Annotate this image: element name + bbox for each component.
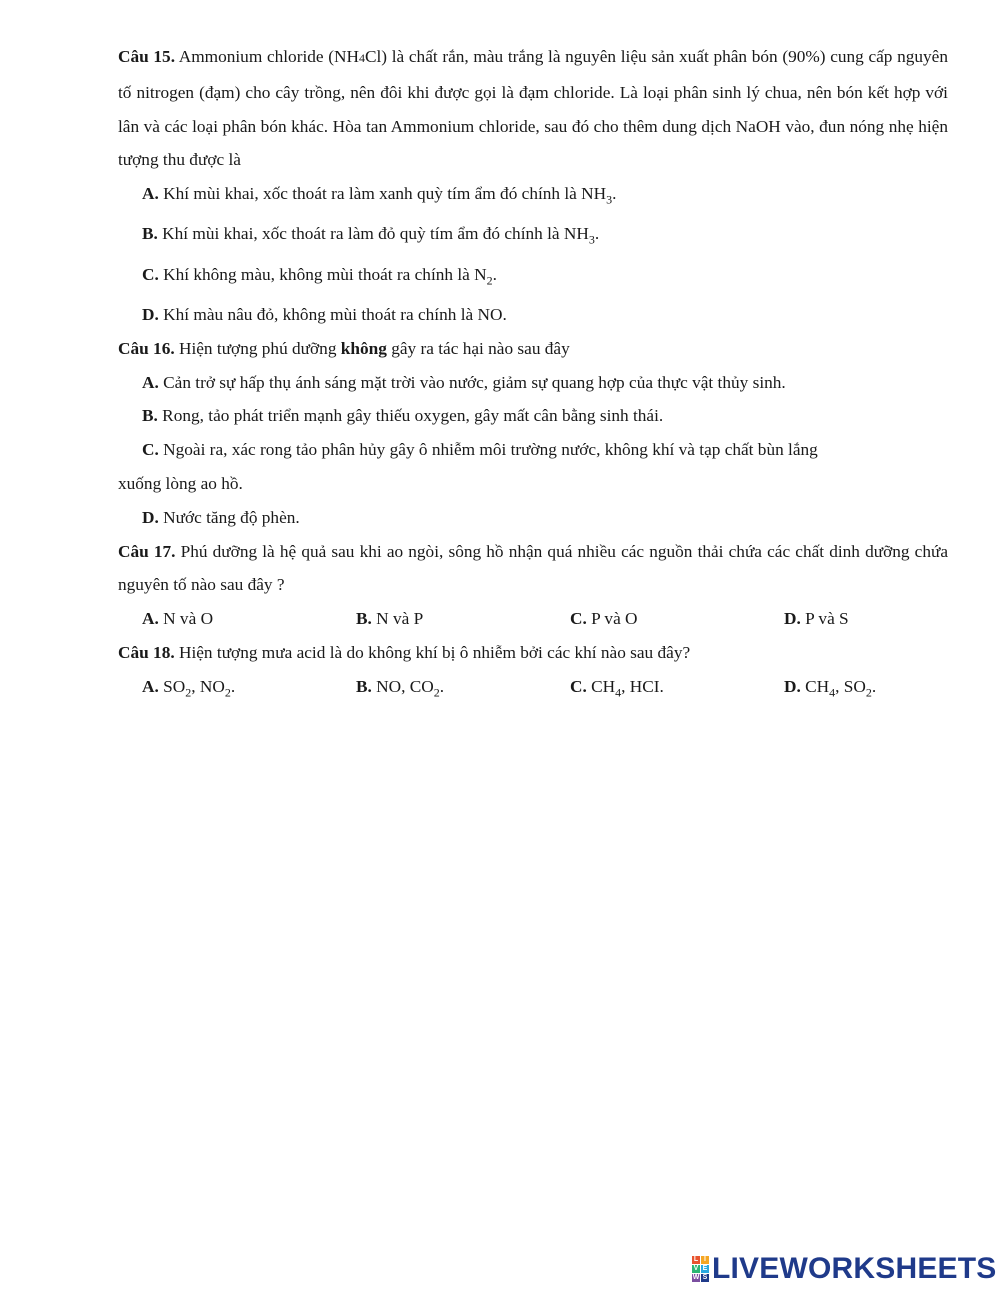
options-row	[118, 602, 948, 636]
option-a[interactable]	[142, 670, 356, 710]
logo-mark-tile: V	[693, 1265, 699, 1272]
option-c[interactable]	[118, 258, 948, 298]
question-text: Hiện tượng mưa acid là do không khí bị ô nhiễm bởi các khí nào sau đây?	[174, 642, 691, 662]
option-text: Khí không màu, không mùi thoát ra chính là N	[158, 264, 487, 284]
option-c[interactable]	[570, 670, 784, 710]
option-line	[118, 433, 948, 467]
option-d[interactable]	[118, 501, 948, 535]
option-text: CH	[586, 676, 616, 696]
option-text: , HCI.	[621, 676, 664, 696]
question-number: Câu 17.	[118, 541, 176, 561]
option-text: N và P	[371, 609, 424, 629]
option-b[interactable]	[118, 399, 948, 433]
subscript: 4	[615, 685, 622, 700]
question-number: Câu 18.	[118, 642, 175, 662]
logo-mark-tile: I	[701, 1256, 709, 1264]
question-number: Câu 15.	[118, 47, 176, 66]
logo-mark-tile: W	[692, 1274, 700, 1281]
option-text: P và S	[800, 609, 849, 629]
option-c[interactable]	[118, 433, 948, 501]
logo-mark-icon	[692, 1256, 709, 1282]
option-text: .	[871, 676, 877, 696]
option-key: D.	[784, 676, 801, 696]
option-key: B.	[142, 406, 158, 426]
question-text: gây ra tác hại nào sau đây	[386, 338, 570, 358]
question-number: Câu 16.	[118, 338, 175, 358]
option-key: D.	[142, 507, 159, 527]
question-text: Cl) là chất rắn, màu trắng là nguyên liệu sản xuất phân bón (90%) cung cấp nguyên tố nitrogen (đạm) cho cây trồng, nên đôi khi được gọi là đạm chloride. Là loại phân sinh lý chua, nên bón kết hợp với lân và các loại phân bón khác. Hòa tan Ammonium chloride, sau đó cho thêm dung dịch NaOH vào, đun nóng nhẹ hiện tượng thu được là	[118, 47, 948, 170]
logo-mark-tile: S	[702, 1274, 708, 1281]
question-text: Hiện tượng phú dưỡng	[174, 338, 341, 358]
option-text: CH	[800, 676, 830, 696]
option-text: , SO	[835, 676, 866, 696]
option-c[interactable]	[570, 602, 784, 636]
subscript: 4	[829, 685, 836, 700]
option-text: , NO	[191, 676, 225, 696]
option-b[interactable]	[356, 670, 570, 710]
options-row	[118, 670, 948, 710]
logo-mark-tile: E	[702, 1265, 708, 1272]
option-text-continued: xuống lòng ao hồ.	[118, 473, 243, 493]
option-key: C.	[570, 676, 587, 696]
logo-mark-tile: L	[693, 1256, 699, 1263]
subscript: 3	[606, 192, 613, 207]
option-key: A.	[142, 609, 159, 629]
option-text: NO, CO	[371, 676, 434, 696]
subscript: 2	[865, 685, 872, 700]
option-a[interactable]	[118, 366, 948, 400]
logo-text: LIVEWORKSHEETS	[712, 1252, 997, 1285]
option-text: .	[439, 676, 445, 696]
option-key: D.	[142, 304, 159, 324]
option-text-end: .	[612, 184, 617, 204]
option-text: Cản trở sự hấp thụ ánh sáng mặt trời vào nước, giảm sự quang hợp của thực vật thủy sinh.	[158, 372, 786, 392]
subscript: 4	[358, 51, 365, 65]
question-17	[118, 535, 948, 603]
option-key: C.	[570, 609, 587, 629]
option-text: Ngoài ra, xác rong tảo phân hủy gây ô nhiễm môi trường nước, không khí và tạp chất bùn lắng	[158, 440, 818, 460]
option-a[interactable]	[118, 177, 948, 217]
option-b[interactable]	[356, 602, 570, 636]
option-text: P và O	[586, 609, 638, 629]
subscript: 2	[433, 685, 440, 700]
question-15	[118, 40, 948, 177]
question-text: Ammonium chloride (NH	[175, 47, 359, 66]
subscript: 2	[185, 685, 192, 700]
option-text: SO	[158, 676, 186, 696]
option-text-end: .	[594, 224, 600, 244]
option-key: B.	[356, 676, 372, 696]
option-text: .	[230, 676, 236, 696]
option-d[interactable]	[118, 298, 948, 332]
liveworksheets-logo	[692, 1252, 997, 1286]
option-key: D.	[784, 609, 801, 629]
question-text: Phú dưỡng là hệ quả sau khi ao ngòi, sông hồ nhận quá nhiều các nguồn thải chứa các chất dinh dưỡng chứa nguyên tố nào sau đây ?	[118, 541, 948, 595]
option-key: C.	[142, 264, 159, 284]
question-16	[118, 332, 948, 366]
option-key: A.	[142, 676, 159, 696]
subscript: 2	[486, 273, 493, 288]
worksheet-page	[118, 40, 948, 710]
option-text: Nước tăng độ phèn.	[158, 507, 300, 527]
question-18	[118, 636, 948, 670]
option-a[interactable]	[142, 602, 356, 636]
option-d[interactable]	[784, 670, 998, 710]
option-text: Khí mùi khai, xốc thoát ra làm đỏ quỳ tím ẩm đó chính là NH	[157, 224, 589, 244]
option-key: A.	[142, 372, 159, 392]
option-key: B.	[356, 609, 372, 629]
option-text: Rong, tảo phát triển mạnh gây thiếu oxygen, gây mất cân bằng sinh thái.	[157, 406, 664, 426]
option-text: Khí mùi khai, xốc thoát ra làm xanh quỳ tím ẩm đó chính là NH	[158, 184, 607, 204]
subscript: 3	[588, 232, 595, 247]
option-text: N và O	[158, 609, 214, 629]
option-d[interactable]	[784, 602, 998, 636]
option-b[interactable]	[118, 217, 948, 257]
option-key: B.	[142, 224, 158, 244]
option-key: C.	[142, 440, 159, 460]
subscript: 2	[224, 685, 231, 700]
option-key: A.	[142, 184, 159, 204]
option-text-end: .	[492, 264, 497, 284]
option-text: Khí màu nâu đỏ, không mùi thoát ra chính là NO.	[158, 304, 507, 324]
question-emphasis: không	[340, 338, 387, 358]
